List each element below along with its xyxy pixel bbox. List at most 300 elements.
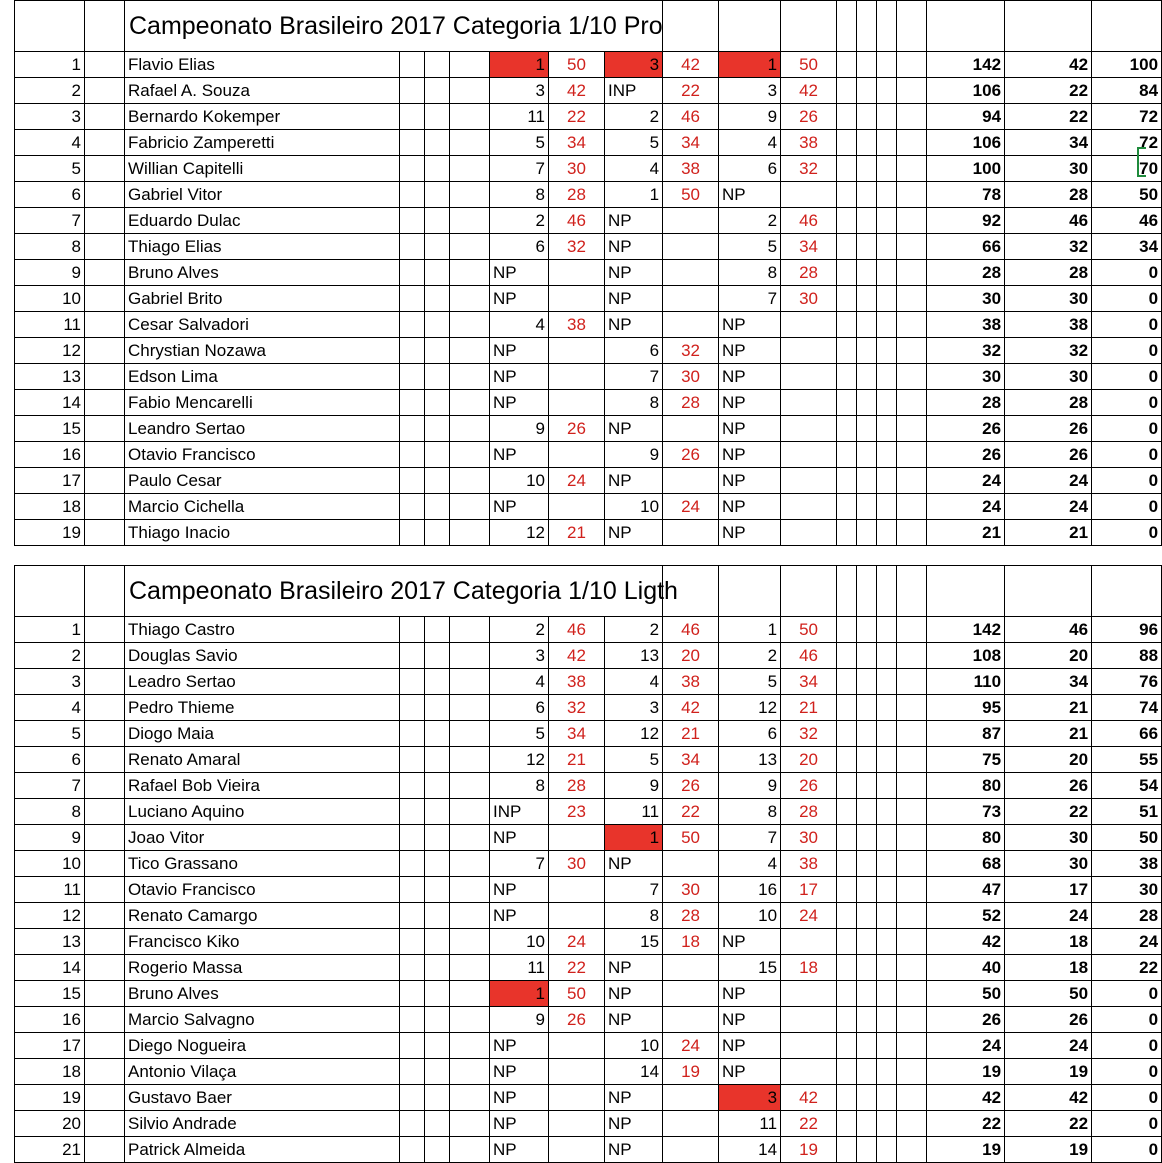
empty-cell[interactable] (400, 364, 425, 390)
empty-cell[interactable] (425, 78, 450, 104)
round-1-points-cell[interactable]: 38 (549, 312, 605, 338)
empty-cell[interactable] (897, 721, 927, 747)
round-3-points-cell[interactable]: 42 (781, 1085, 837, 1111)
final-points-cell[interactable]: 0 (1092, 981, 1162, 1007)
round-2-position-cell[interactable]: 5 (605, 130, 663, 156)
empty-cell[interactable] (877, 1111, 897, 1137)
discard-points-cell[interactable]: 28 (1005, 260, 1092, 286)
empty-cell[interactable] (857, 390, 877, 416)
empty-cell[interactable] (400, 929, 425, 955)
empty-cell[interactable] (1005, 1, 1092, 52)
empty-cell[interactable] (857, 929, 877, 955)
final-points-cell[interactable]: 38 (1092, 851, 1162, 877)
discard-points-cell[interactable]: 22 (1005, 78, 1092, 104)
final-points-cell[interactable]: 0 (1092, 1137, 1162, 1163)
final-points-cell[interactable]: 0 (1092, 416, 1162, 442)
round-3-position-cell[interactable]: 14 (719, 1137, 781, 1163)
round-2-points-cell[interactable]: 24 (663, 1033, 719, 1059)
empty-cell[interactable] (837, 234, 857, 260)
empty-cell[interactable] (400, 286, 425, 312)
round-2-points-cell[interactable] (663, 851, 719, 877)
round-2-points-cell[interactable]: 26 (663, 442, 719, 468)
empty-cell[interactable] (837, 981, 857, 1007)
empty-cell[interactable] (857, 52, 877, 78)
total-points-cell[interactable]: 92 (927, 208, 1005, 234)
empty-cell[interactable] (400, 390, 425, 416)
empty-cell[interactable] (15, 566, 85, 617)
discard-points-cell[interactable]: 30 (1005, 156, 1092, 182)
empty-cell[interactable] (85, 1007, 125, 1033)
round-3-position-cell[interactable]: 10 (719, 903, 781, 929)
position-cell[interactable]: 3 (15, 104, 85, 130)
empty-cell[interactable] (897, 104, 927, 130)
pilot-name-cell[interactable]: Silvio Andrade (125, 1111, 400, 1137)
round-2-position-cell[interactable]: NP (605, 851, 663, 877)
empty-cell[interactable] (425, 182, 450, 208)
empty-cell[interactable] (425, 1085, 450, 1111)
round-2-position-cell[interactable]: 7 (605, 877, 663, 903)
round-2-points-cell[interactable] (663, 1085, 719, 1111)
round-1-points-cell[interactable]: 32 (549, 695, 605, 721)
empty-cell[interactable] (897, 312, 927, 338)
round-3-position-cell[interactable]: 5 (719, 669, 781, 695)
empty-cell[interactable] (877, 851, 897, 877)
round-1-points-cell[interactable]: 28 (549, 182, 605, 208)
round-1-position-cell[interactable]: 2 (490, 617, 549, 643)
empty-cell[interactable] (877, 494, 897, 520)
empty-cell[interactable] (450, 877, 490, 903)
empty-cell[interactable] (425, 364, 450, 390)
round-3-position-cell[interactable]: NP (719, 390, 781, 416)
empty-cell[interactable] (877, 130, 897, 156)
round-3-position-cell[interactable]: 3 (719, 78, 781, 104)
empty-cell[interactable] (877, 52, 897, 78)
empty-cell[interactable] (857, 286, 877, 312)
empty-cell[interactable] (837, 1111, 857, 1137)
round-2-position-cell[interactable]: 7 (605, 364, 663, 390)
final-points-cell[interactable]: 0 (1092, 1033, 1162, 1059)
round-2-points-cell[interactable]: 30 (663, 877, 719, 903)
total-points-cell[interactable]: 38 (927, 312, 1005, 338)
round-2-points-cell[interactable]: 34 (663, 130, 719, 156)
empty-cell[interactable] (85, 825, 125, 851)
empty-cell[interactable] (450, 468, 490, 494)
empty-cell[interactable] (450, 208, 490, 234)
round-1-points-cell[interactable]: 34 (549, 721, 605, 747)
round-1-position-cell[interactable]: 8 (490, 773, 549, 799)
empty-cell[interactable] (450, 1007, 490, 1033)
round-2-points-cell[interactable]: 50 (663, 182, 719, 208)
empty-cell[interactable] (857, 643, 877, 669)
discard-points-cell[interactable]: 24 (1005, 494, 1092, 520)
empty-cell[interactable] (450, 955, 490, 981)
empty-cell[interactable] (837, 364, 857, 390)
empty-cell[interactable] (857, 260, 877, 286)
pilot-name-cell[interactable]: Pedro Thieme (125, 695, 400, 721)
empty-cell[interactable] (857, 1137, 877, 1163)
empty-cell[interactable] (897, 156, 927, 182)
total-points-cell[interactable]: 42 (927, 1085, 1005, 1111)
pilot-name-cell[interactable]: Bruno Alves (125, 981, 400, 1007)
pilot-name-cell[interactable]: Diego Nogueira (125, 1033, 400, 1059)
round-1-position-cell[interactable]: 1 (490, 981, 549, 1007)
round-2-points-cell[interactable]: 20 (663, 643, 719, 669)
round-1-position-cell[interactable]: 7 (490, 156, 549, 182)
position-cell[interactable]: 9 (15, 825, 85, 851)
round-3-position-cell[interactable]: NP (719, 364, 781, 390)
final-points-cell[interactable]: 28 (1092, 903, 1162, 929)
round-3-position-cell[interactable]: 1 (719, 617, 781, 643)
empty-cell[interactable] (85, 442, 125, 468)
discard-points-cell[interactable]: 30 (1005, 286, 1092, 312)
round-3-position-cell[interactable]: NP (719, 1033, 781, 1059)
total-points-cell[interactable]: 24 (927, 468, 1005, 494)
round-1-points-cell[interactable] (549, 1033, 605, 1059)
empty-cell[interactable] (425, 799, 450, 825)
position-cell[interactable]: 18 (15, 1059, 85, 1085)
pilot-name-cell[interactable]: Paulo Cesar (125, 468, 400, 494)
empty-cell[interactable] (400, 1111, 425, 1137)
empty-cell[interactable] (857, 468, 877, 494)
round-1-position-cell[interactable]: NP (490, 390, 549, 416)
round-1-points-cell[interactable]: 21 (549, 520, 605, 546)
empty-cell[interactable] (425, 338, 450, 364)
empty-cell[interactable] (425, 416, 450, 442)
empty-cell[interactable] (877, 442, 897, 468)
empty-cell[interactable] (897, 364, 927, 390)
discard-points-cell[interactable]: 19 (1005, 1059, 1092, 1085)
round-2-position-cell[interactable]: 5 (605, 747, 663, 773)
round-1-points-cell[interactable] (549, 1085, 605, 1111)
empty-cell[interactable] (857, 981, 877, 1007)
pilot-name-cell[interactable]: Renato Camargo (125, 903, 400, 929)
round-2-points-cell[interactable]: 26 (663, 773, 719, 799)
round-2-points-cell[interactable]: 46 (663, 617, 719, 643)
position-cell[interactable]: 1 (15, 52, 85, 78)
empty-cell[interactable] (85, 390, 125, 416)
empty-cell[interactable] (837, 825, 857, 851)
empty-cell[interactable] (837, 773, 857, 799)
round-1-position-cell[interactable]: 2 (490, 208, 549, 234)
round-2-position-cell[interactable]: 9 (605, 773, 663, 799)
position-cell[interactable]: 8 (15, 234, 85, 260)
round-1-position-cell[interactable]: NP (490, 494, 549, 520)
empty-cell[interactable] (837, 566, 857, 617)
round-2-position-cell[interactable]: 6 (605, 338, 663, 364)
empty-cell[interactable] (425, 929, 450, 955)
final-points-cell[interactable]: 84 (1092, 78, 1162, 104)
empty-cell[interactable] (425, 130, 450, 156)
empty-cell[interactable] (85, 494, 125, 520)
empty-cell[interactable] (400, 955, 425, 981)
empty-cell[interactable] (450, 156, 490, 182)
round-3-points-cell[interactable] (781, 312, 837, 338)
empty-cell[interactable] (897, 520, 927, 546)
empty-cell[interactable] (857, 234, 877, 260)
empty-cell[interactable] (857, 78, 877, 104)
pilot-name-cell[interactable]: Cesar Salvadori (125, 312, 400, 338)
round-1-points-cell[interactable] (549, 286, 605, 312)
empty-cell[interactable] (857, 721, 877, 747)
empty-cell[interactable] (877, 929, 897, 955)
pilot-name-cell[interactable]: Douglas Savio (125, 643, 400, 669)
round-2-position-cell[interactable]: NP (605, 981, 663, 1007)
empty-cell[interactable] (425, 617, 450, 643)
total-points-cell[interactable]: 94 (927, 104, 1005, 130)
empty-cell[interactable] (877, 156, 897, 182)
position-cell[interactable]: 2 (15, 643, 85, 669)
round-1-position-cell[interactable]: 10 (490, 929, 549, 955)
round-1-points-cell[interactable] (549, 338, 605, 364)
round-1-points-cell[interactable]: 24 (549, 468, 605, 494)
round-2-position-cell[interactable]: NP (605, 234, 663, 260)
empty-cell[interactable] (450, 104, 490, 130)
empty-cell[interactable] (400, 1007, 425, 1033)
final-points-cell[interactable]: 0 (1092, 390, 1162, 416)
position-cell[interactable]: 3 (15, 669, 85, 695)
round-2-position-cell[interactable]: NP (605, 468, 663, 494)
pilot-name-cell[interactable]: Rafael Bob Vieira (125, 773, 400, 799)
round-3-position-cell[interactable]: 9 (719, 773, 781, 799)
empty-cell[interactable] (400, 78, 425, 104)
empty-cell[interactable] (897, 182, 927, 208)
total-points-cell[interactable]: 19 (927, 1137, 1005, 1163)
round-3-position-cell[interactable]: 11 (719, 1111, 781, 1137)
empty-cell[interactable] (857, 903, 877, 929)
round-1-points-cell[interactable] (549, 442, 605, 468)
round-1-position-cell[interactable]: 6 (490, 695, 549, 721)
round-1-points-cell[interactable]: 24 (549, 929, 605, 955)
empty-cell[interactable] (837, 78, 857, 104)
pilot-name-cell[interactable]: Chrystian Nozawa (125, 338, 400, 364)
round-2-position-cell[interactable]: 12 (605, 721, 663, 747)
round-3-points-cell[interactable]: 22 (781, 1111, 837, 1137)
position-cell[interactable]: 1 (15, 617, 85, 643)
final-points-cell[interactable]: 0 (1092, 494, 1162, 520)
round-3-points-cell[interactable]: 20 (781, 747, 837, 773)
discard-points-cell[interactable]: 22 (1005, 104, 1092, 130)
discard-points-cell[interactable]: 46 (1005, 208, 1092, 234)
empty-cell[interactable] (897, 52, 927, 78)
round-3-position-cell[interactable]: 6 (719, 156, 781, 182)
round-2-position-cell[interactable]: 3 (605, 695, 663, 721)
final-points-cell[interactable]: 72 (1092, 104, 1162, 130)
round-2-points-cell[interactable]: 38 (663, 669, 719, 695)
round-2-position-cell[interactable]: NP (605, 520, 663, 546)
round-3-position-cell[interactable]: 3 (719, 1085, 781, 1111)
round-3-position-cell[interactable]: 12 (719, 695, 781, 721)
total-points-cell[interactable]: 42 (927, 929, 1005, 955)
empty-cell[interactable] (857, 566, 877, 617)
empty-cell[interactable] (837, 747, 857, 773)
round-1-points-cell[interactable] (549, 1137, 605, 1163)
total-points-cell[interactable]: 75 (927, 747, 1005, 773)
final-points-cell[interactable]: 0 (1092, 520, 1162, 546)
empty-cell[interactable] (897, 566, 927, 617)
position-cell[interactable]: 14 (15, 955, 85, 981)
empty-cell[interactable] (400, 825, 425, 851)
empty-cell[interactable] (85, 364, 125, 390)
empty-cell[interactable] (897, 617, 927, 643)
empty-cell[interactable] (897, 981, 927, 1007)
round-2-position-cell[interactable]: NP (605, 312, 663, 338)
round-3-position-cell[interactable]: 13 (719, 747, 781, 773)
pilot-name-cell[interactable]: Diogo Maia (125, 721, 400, 747)
empty-cell[interactable] (877, 338, 897, 364)
round-1-position-cell[interactable]: NP (490, 1111, 549, 1137)
round-3-position-cell[interactable]: 5 (719, 234, 781, 260)
pilot-name-cell[interactable]: Thiago Elias (125, 234, 400, 260)
empty-cell[interactable] (857, 364, 877, 390)
empty-cell[interactable] (837, 1085, 857, 1111)
empty-cell[interactable] (857, 1085, 877, 1111)
empty-cell[interactable] (400, 156, 425, 182)
empty-cell[interactable] (400, 799, 425, 825)
round-1-position-cell[interactable]: 4 (490, 312, 549, 338)
pilot-name-cell[interactable]: Thiago Inacio (125, 520, 400, 546)
empty-cell[interactable] (85, 130, 125, 156)
round-3-position-cell[interactable]: 9 (719, 104, 781, 130)
round-1-position-cell[interactable]: NP (490, 903, 549, 929)
empty-cell[interactable] (450, 520, 490, 546)
round-2-position-cell[interactable]: 8 (605, 903, 663, 929)
final-points-cell[interactable]: 72 (1092, 130, 1162, 156)
empty-cell[interactable] (897, 234, 927, 260)
final-points-cell[interactable]: 0 (1092, 468, 1162, 494)
final-points-cell[interactable]: 74 (1092, 695, 1162, 721)
empty-cell[interactable] (897, 338, 927, 364)
empty-cell[interactable] (837, 442, 857, 468)
total-points-cell[interactable]: 28 (927, 260, 1005, 286)
position-cell[interactable]: 8 (15, 799, 85, 825)
empty-cell[interactable] (897, 130, 927, 156)
empty-cell[interactable] (877, 773, 897, 799)
round-3-position-cell[interactable]: 7 (719, 825, 781, 851)
empty-cell[interactable] (897, 208, 927, 234)
discard-points-cell[interactable]: 20 (1005, 643, 1092, 669)
final-points-cell[interactable]: 0 (1092, 286, 1162, 312)
round-1-position-cell[interactable]: NP (490, 1085, 549, 1111)
empty-cell[interactable] (85, 78, 125, 104)
empty-cell[interactable] (450, 981, 490, 1007)
empty-cell[interactable] (897, 799, 927, 825)
position-cell[interactable]: 18 (15, 494, 85, 520)
position-cell[interactable]: 10 (15, 851, 85, 877)
empty-cell[interactable] (857, 851, 877, 877)
round-2-position-cell[interactable]: 2 (605, 617, 663, 643)
empty-cell[interactable] (425, 747, 450, 773)
position-cell[interactable]: 6 (15, 747, 85, 773)
empty-cell[interactable] (877, 416, 897, 442)
empty-cell[interactable] (400, 773, 425, 799)
position-cell[interactable]: 7 (15, 208, 85, 234)
empty-cell[interactable] (450, 799, 490, 825)
empty-cell[interactable] (837, 1033, 857, 1059)
empty-cell[interactable] (450, 773, 490, 799)
empty-cell[interactable] (857, 773, 877, 799)
total-points-cell[interactable]: 106 (927, 130, 1005, 156)
round-1-position-cell[interactable]: 3 (490, 78, 549, 104)
empty-cell[interactable] (450, 643, 490, 669)
total-points-cell[interactable]: 32 (927, 338, 1005, 364)
total-points-cell[interactable]: 47 (927, 877, 1005, 903)
empty-cell[interactable] (877, 617, 897, 643)
empty-cell[interactable] (897, 468, 927, 494)
pilot-name-cell[interactable]: Marcio Salvagno (125, 1007, 400, 1033)
final-points-cell[interactable]: 0 (1092, 312, 1162, 338)
pilot-name-cell[interactable]: Eduardo Dulac (125, 208, 400, 234)
empty-cell[interactable] (425, 721, 450, 747)
final-points-cell[interactable]: 0 (1092, 1111, 1162, 1137)
empty-cell[interactable] (400, 747, 425, 773)
empty-cell[interactable] (857, 799, 877, 825)
empty-cell[interactable] (837, 1, 857, 52)
empty-cell[interactable] (837, 1137, 857, 1163)
empty-cell[interactable] (837, 130, 857, 156)
round-3-position-cell[interactable]: 2 (719, 208, 781, 234)
empty-cell[interactable] (781, 1, 837, 52)
empty-cell[interactable] (897, 1059, 927, 1085)
empty-cell[interactable] (837, 390, 857, 416)
round-2-position-cell[interactable]: NP (605, 1007, 663, 1033)
empty-cell[interactable] (425, 695, 450, 721)
empty-cell[interactable] (781, 566, 837, 617)
pilot-name-cell[interactable]: Gustavo Baer (125, 1085, 400, 1111)
empty-cell[interactable] (85, 903, 125, 929)
round-2-points-cell[interactable] (663, 1007, 719, 1033)
empty-cell[interactable] (927, 566, 1005, 617)
discard-points-cell[interactable]: 17 (1005, 877, 1092, 903)
round-2-points-cell[interactable]: 24 (663, 494, 719, 520)
round-3-points-cell[interactable] (781, 338, 837, 364)
total-points-cell[interactable]: 142 (927, 617, 1005, 643)
round-3-points-cell[interactable] (781, 520, 837, 546)
empty-cell[interactable] (425, 1111, 450, 1137)
round-3-points-cell[interactable]: 26 (781, 773, 837, 799)
empty-cell[interactable] (857, 669, 877, 695)
discard-points-cell[interactable]: 30 (1005, 364, 1092, 390)
empty-cell[interactable] (877, 799, 897, 825)
final-points-cell[interactable]: 51 (1092, 799, 1162, 825)
empty-cell[interactable] (450, 416, 490, 442)
empty-cell[interactable] (450, 260, 490, 286)
empty-cell[interactable] (85, 929, 125, 955)
round-2-points-cell[interactable] (663, 208, 719, 234)
empty-cell[interactable] (897, 494, 927, 520)
round-3-points-cell[interactable] (781, 1059, 837, 1085)
empty-cell[interactable] (425, 669, 450, 695)
empty-cell[interactable] (450, 338, 490, 364)
round-1-position-cell[interactable]: 5 (490, 130, 549, 156)
empty-cell[interactable] (400, 312, 425, 338)
pilot-name-cell[interactable]: Tico Grassano (125, 851, 400, 877)
empty-cell[interactable] (450, 364, 490, 390)
round-2-points-cell[interactable]: 50 (663, 825, 719, 851)
round-1-position-cell[interactable]: 9 (490, 416, 549, 442)
round-3-points-cell[interactable]: 26 (781, 104, 837, 130)
round-3-points-cell[interactable]: 18 (781, 955, 837, 981)
empty-cell[interactable] (400, 1059, 425, 1085)
empty-cell[interactable] (877, 1085, 897, 1111)
empty-cell[interactable] (897, 1, 927, 52)
round-3-points-cell[interactable]: 21 (781, 695, 837, 721)
discard-points-cell[interactable]: 46 (1005, 617, 1092, 643)
total-points-cell[interactable]: 28 (927, 390, 1005, 416)
final-points-cell[interactable]: 22 (1092, 955, 1162, 981)
final-points-cell[interactable]: 0 (1092, 442, 1162, 468)
discard-points-cell[interactable]: 21 (1005, 695, 1092, 721)
final-points-cell[interactable]: 50 (1092, 182, 1162, 208)
